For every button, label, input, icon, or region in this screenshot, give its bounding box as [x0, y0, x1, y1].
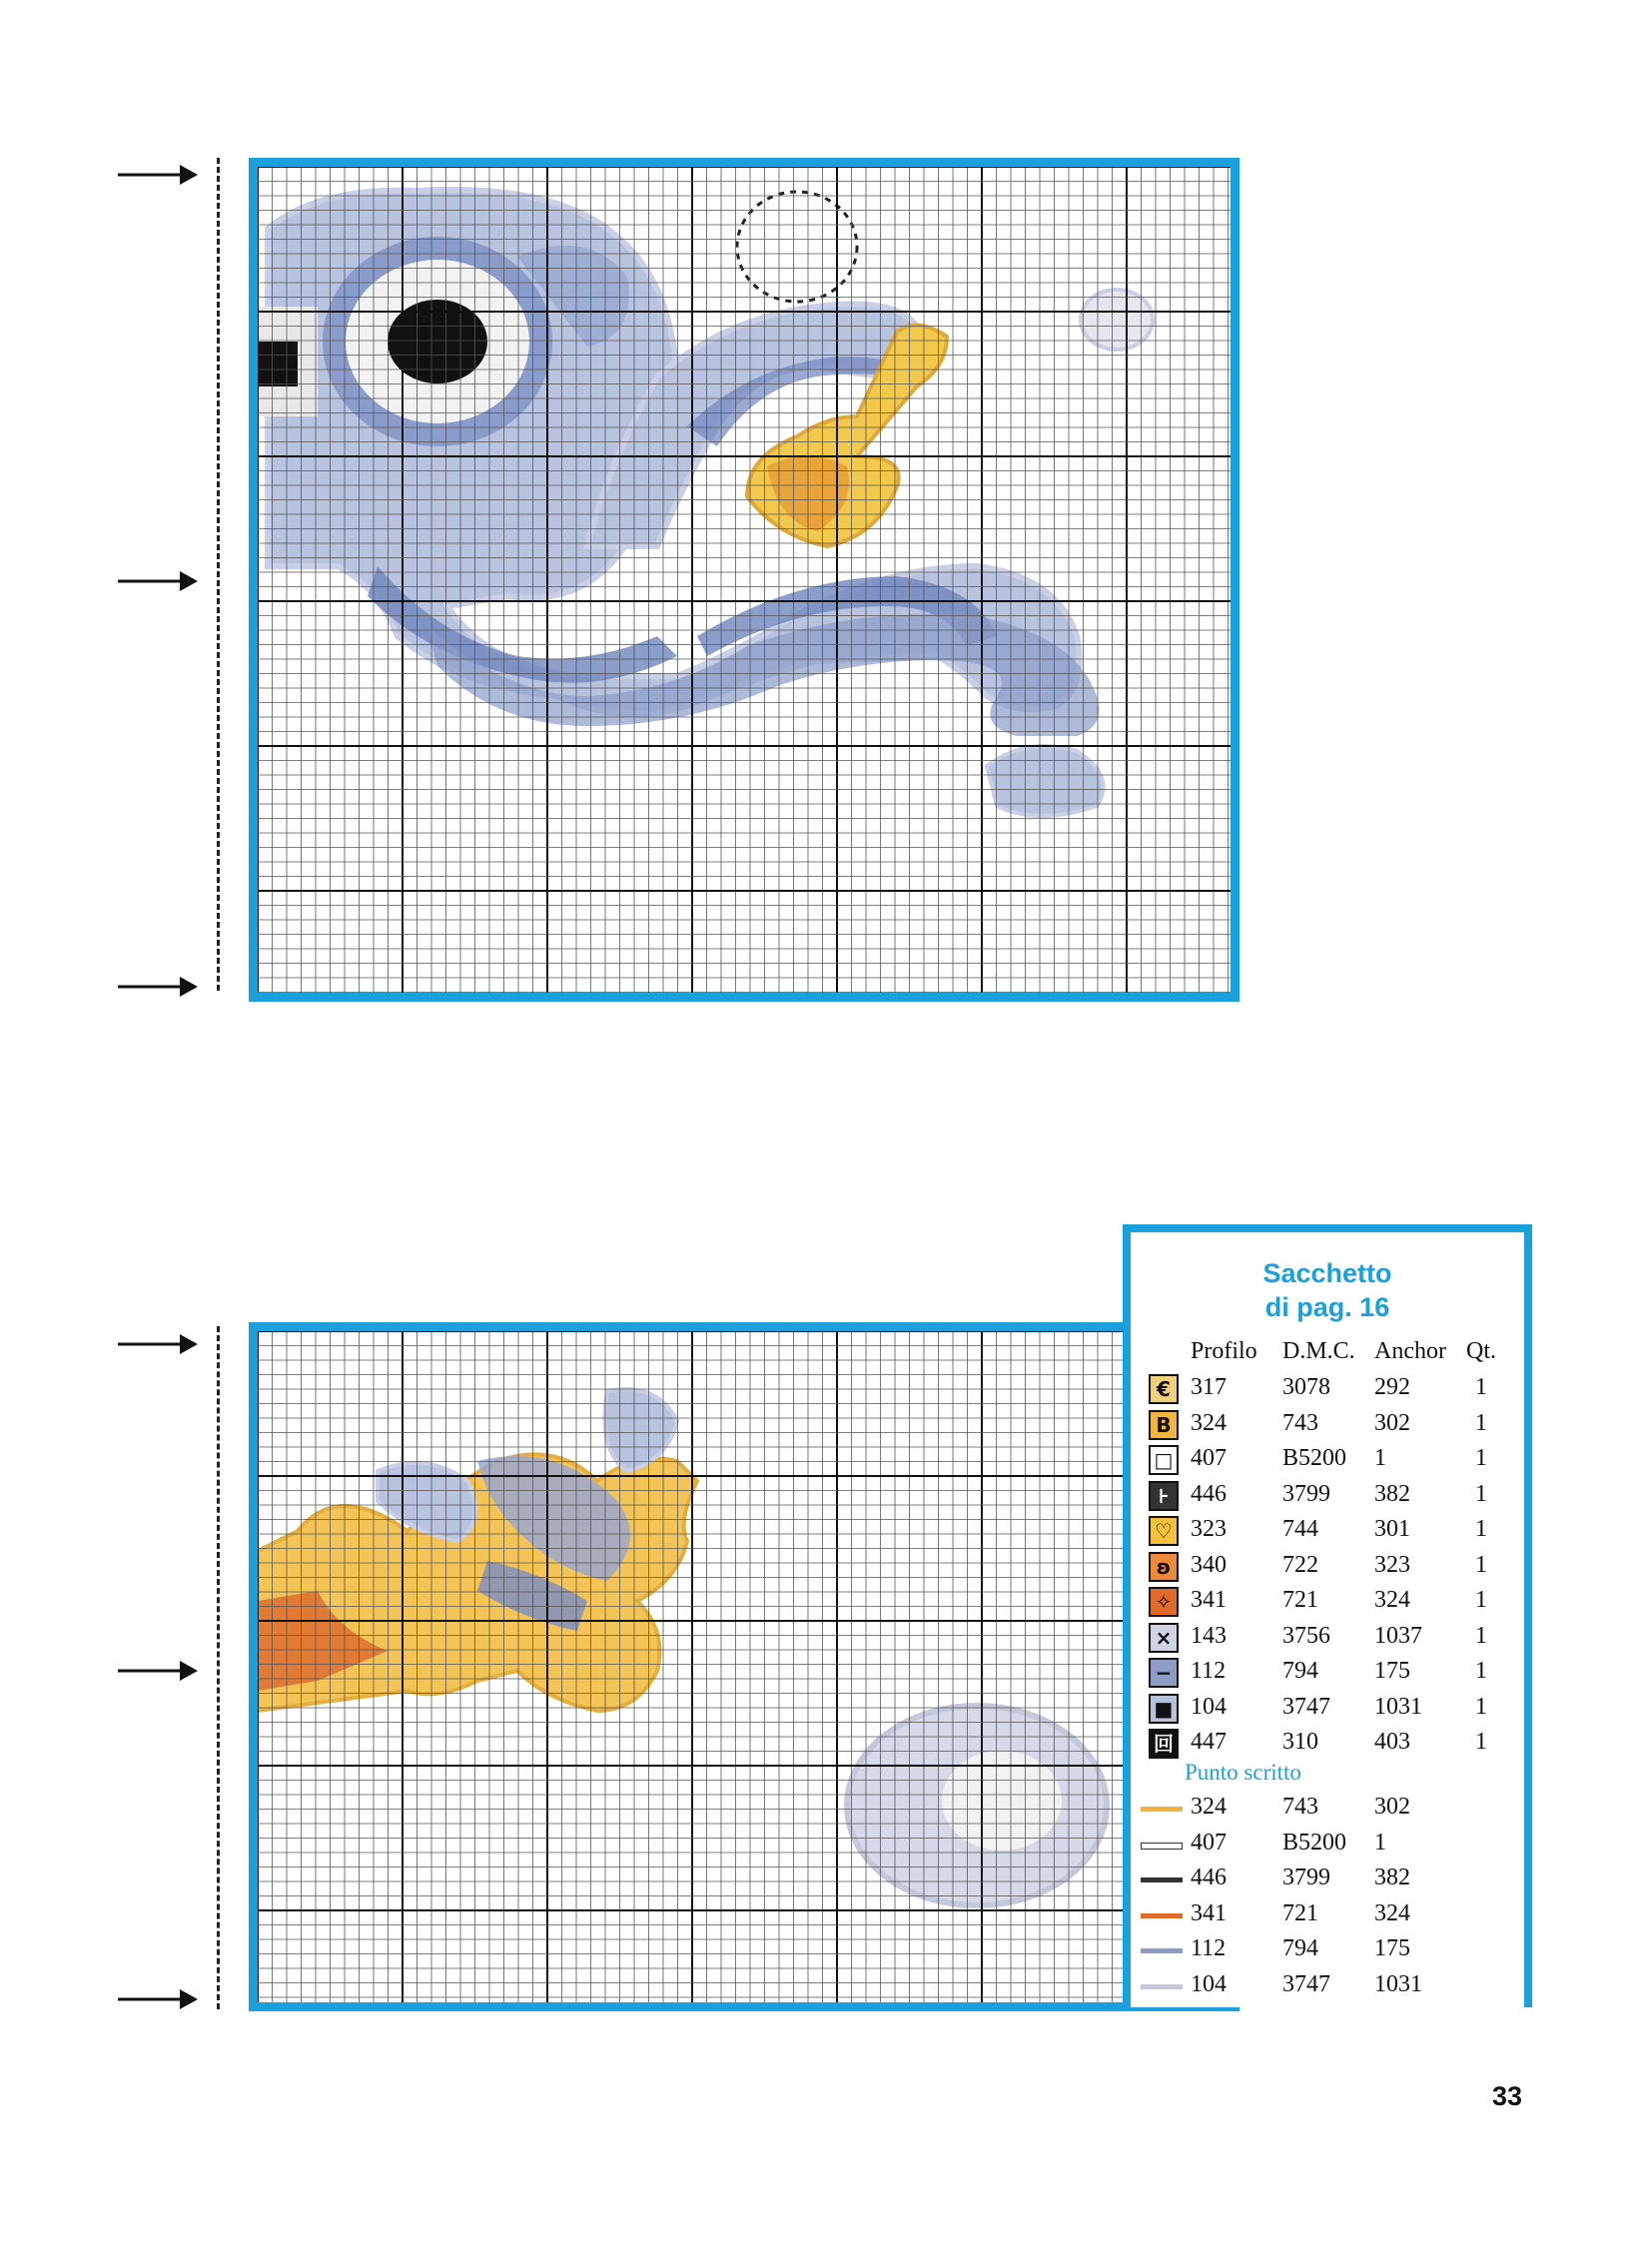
backstitch-dmc: 721 — [1282, 1899, 1318, 1926]
thread-row — [1131, 1692, 1524, 1726]
thread-dmc: 743 — [1282, 1409, 1318, 1436]
thread-row — [1131, 1479, 1524, 1513]
page-number: 33 — [1492, 2081, 1523, 2111]
thread-dmc: 794 — [1282, 1658, 1318, 1684]
thread-qt: 1 — [1475, 1729, 1487, 1755]
thread-qt: 1 — [1475, 1374, 1487, 1400]
thread-dmc: 3078 — [1282, 1374, 1330, 1400]
thread-anchor: 175 — [1374, 1658, 1410, 1684]
thread-symbol: ✧ — [1149, 1587, 1179, 1617]
thread-anchor: 324 — [1374, 1587, 1410, 1613]
backstitch-dmc: B5200 — [1282, 1829, 1347, 1856]
backstitch-anchor: 1 — [1374, 1829, 1386, 1856]
row-marker-arrow — [118, 569, 198, 593]
thread-anchor: 323 — [1374, 1551, 1410, 1578]
header-anchor: Anchor — [1374, 1338, 1446, 1364]
backstitch-anchor: 302 — [1374, 1794, 1410, 1820]
thread-anchor: 292 — [1374, 1374, 1410, 1400]
backstitch-profilo: 324 — [1191, 1794, 1227, 1820]
backstitch-profilo: 112 — [1191, 1935, 1227, 1961]
thread-anchor: 382 — [1374, 1480, 1410, 1507]
thread-qt: 1 — [1475, 1658, 1487, 1684]
legend-title-line1: Sacchetto — [1262, 1258, 1392, 1288]
punto-scritto-label: Punto scritto — [1185, 1760, 1301, 1785]
thread-symbol: 回 — [1149, 1729, 1179, 1759]
thread-qt: 1 — [1475, 1551, 1487, 1578]
thread-symbol: ʚ — [1149, 1552, 1179, 1582]
thread-qt: 1 — [1475, 1693, 1487, 1720]
thread-dmc: 310 — [1282, 1729, 1318, 1755]
thread-row — [1131, 1514, 1524, 1548]
row-marker-arrow — [118, 975, 198, 999]
thread-row — [1131, 1621, 1524, 1655]
backstitch-anchor: 1031 — [1374, 1970, 1422, 1997]
thread-profilo: 446 — [1191, 1480, 1227, 1507]
backstitch-line-swatch — [1141, 1984, 1183, 1989]
backstitch-anchor: 175 — [1374, 1935, 1410, 1961]
thread-anchor: 302 — [1374, 1409, 1410, 1436]
thread-qt: 1 — [1475, 1587, 1487, 1613]
thread-anchor: 301 — [1374, 1516, 1410, 1542]
thread-qt: 1 — [1475, 1445, 1487, 1471]
thread-profilo: 317 — [1191, 1374, 1227, 1400]
backstitch-anchor: 382 — [1374, 1865, 1410, 1890]
thread-profilo: 112 — [1191, 1658, 1227, 1684]
backstitch-line-swatch — [1141, 1843, 1183, 1850]
header-profilo: Profilo — [1191, 1338, 1257, 1364]
thread-row — [1131, 1656, 1524, 1690]
backstitch-line-swatch — [1141, 1948, 1183, 1953]
thread-profilo: 324 — [1191, 1409, 1227, 1436]
thread-symbol: − — [1149, 1658, 1179, 1688]
backstitch-profilo: 104 — [1191, 1970, 1227, 1997]
thread-dmc: 721 — [1282, 1587, 1318, 1613]
thread-dmc: 3756 — [1282, 1622, 1330, 1649]
thread-profilo: 143 — [1191, 1622, 1227, 1649]
backstitch-dmc: 3799 — [1282, 1865, 1330, 1890]
thread-anchor: 1 — [1374, 1445, 1386, 1471]
thread-symbol: × — [1149, 1623, 1179, 1653]
thread-row — [1131, 1550, 1524, 1584]
backstitch-dmc: 3747 — [1282, 1970, 1330, 1997]
thread-row — [1131, 1585, 1524, 1619]
row-marker-arrow — [118, 163, 198, 187]
thread-symbol: ♡ — [1149, 1516, 1179, 1546]
thread-qt: 1 — [1475, 1516, 1487, 1542]
thread-symbol: □ — [1149, 1445, 1179, 1475]
backstitch-line-swatch — [1141, 1913, 1183, 1918]
thread-anchor: 1037 — [1374, 1622, 1422, 1649]
thread-symbol: € — [1149, 1374, 1179, 1404]
backstitch-row — [1131, 1969, 1524, 2003]
cross-stitch-chart-top — [249, 158, 1239, 1002]
backstitch-profilo: 407 — [1191, 1829, 1227, 1856]
thread-qt: 1 — [1475, 1622, 1487, 1649]
thread-row — [1131, 1372, 1524, 1406]
thread-profilo: 341 — [1191, 1587, 1227, 1613]
backstitch-row — [1131, 1898, 1524, 1932]
backstitch-dmc: 743 — [1282, 1794, 1318, 1820]
thread-anchor: 1031 — [1374, 1693, 1422, 1720]
thread-profilo: 407 — [1191, 1445, 1227, 1471]
backstitch-profilo: 341 — [1191, 1899, 1227, 1926]
backstitch-line-swatch — [1141, 1877, 1183, 1882]
backstitch-dmc: 794 — [1282, 1935, 1318, 1961]
thread-profilo: 323 — [1191, 1516, 1227, 1542]
cross-stitch-chart-bottom — [249, 1322, 1239, 2011]
header-qt: Qt. — [1466, 1338, 1496, 1364]
backstitch-row — [1131, 1792, 1524, 1826]
thread-row — [1131, 1443, 1524, 1477]
row-marker-arrow — [118, 1659, 198, 1683]
thread-qt: 1 — [1475, 1480, 1487, 1507]
backstitch-anchor: 324 — [1374, 1899, 1410, 1926]
thread-dmc: 744 — [1282, 1516, 1318, 1542]
thread-qt: 1 — [1475, 1409, 1487, 1436]
thread-row — [1131, 1727, 1524, 1761]
backstitch-row — [1131, 1828, 1524, 1862]
thread-symbol: ⊦ — [1149, 1481, 1179, 1511]
row-marker-arrow — [118, 1332, 198, 1356]
thread-symbol: ■ — [1149, 1694, 1179, 1724]
pattern-motif-butterfly — [258, 1389, 1107, 1905]
legend-title-line2: di pag. 16 — [1264, 1292, 1390, 1322]
thread-profilo: 447 — [1191, 1729, 1227, 1755]
thread-symbol: B — [1149, 1410, 1179, 1440]
thread-profilo: 104 — [1191, 1693, 1227, 1720]
thread-profilo: 340 — [1191, 1551, 1227, 1578]
thread-dmc: 722 — [1282, 1551, 1318, 1578]
thread-dmc: 3799 — [1282, 1480, 1330, 1507]
backstitch-row — [1131, 1863, 1524, 1896]
header-dmc: D.M.C. — [1282, 1338, 1355, 1364]
thread-row — [1131, 1408, 1524, 1442]
center-dashed-line — [217, 158, 220, 991]
thread-anchor: 403 — [1374, 1729, 1410, 1755]
thread-legend — [1123, 1224, 1532, 2007]
row-marker-arrow — [118, 1987, 198, 2011]
thread-dmc: 3747 — [1282, 1693, 1330, 1720]
backstitch-profilo: 446 — [1191, 1865, 1227, 1890]
backstitch-line-swatch — [1141, 1807, 1183, 1812]
pattern-motif-flower — [258, 190, 1153, 816]
thread-dmc: B5200 — [1282, 1445, 1347, 1471]
center-dashed-line — [217, 1326, 220, 2009]
backstitch-row — [1131, 1933, 1524, 1967]
